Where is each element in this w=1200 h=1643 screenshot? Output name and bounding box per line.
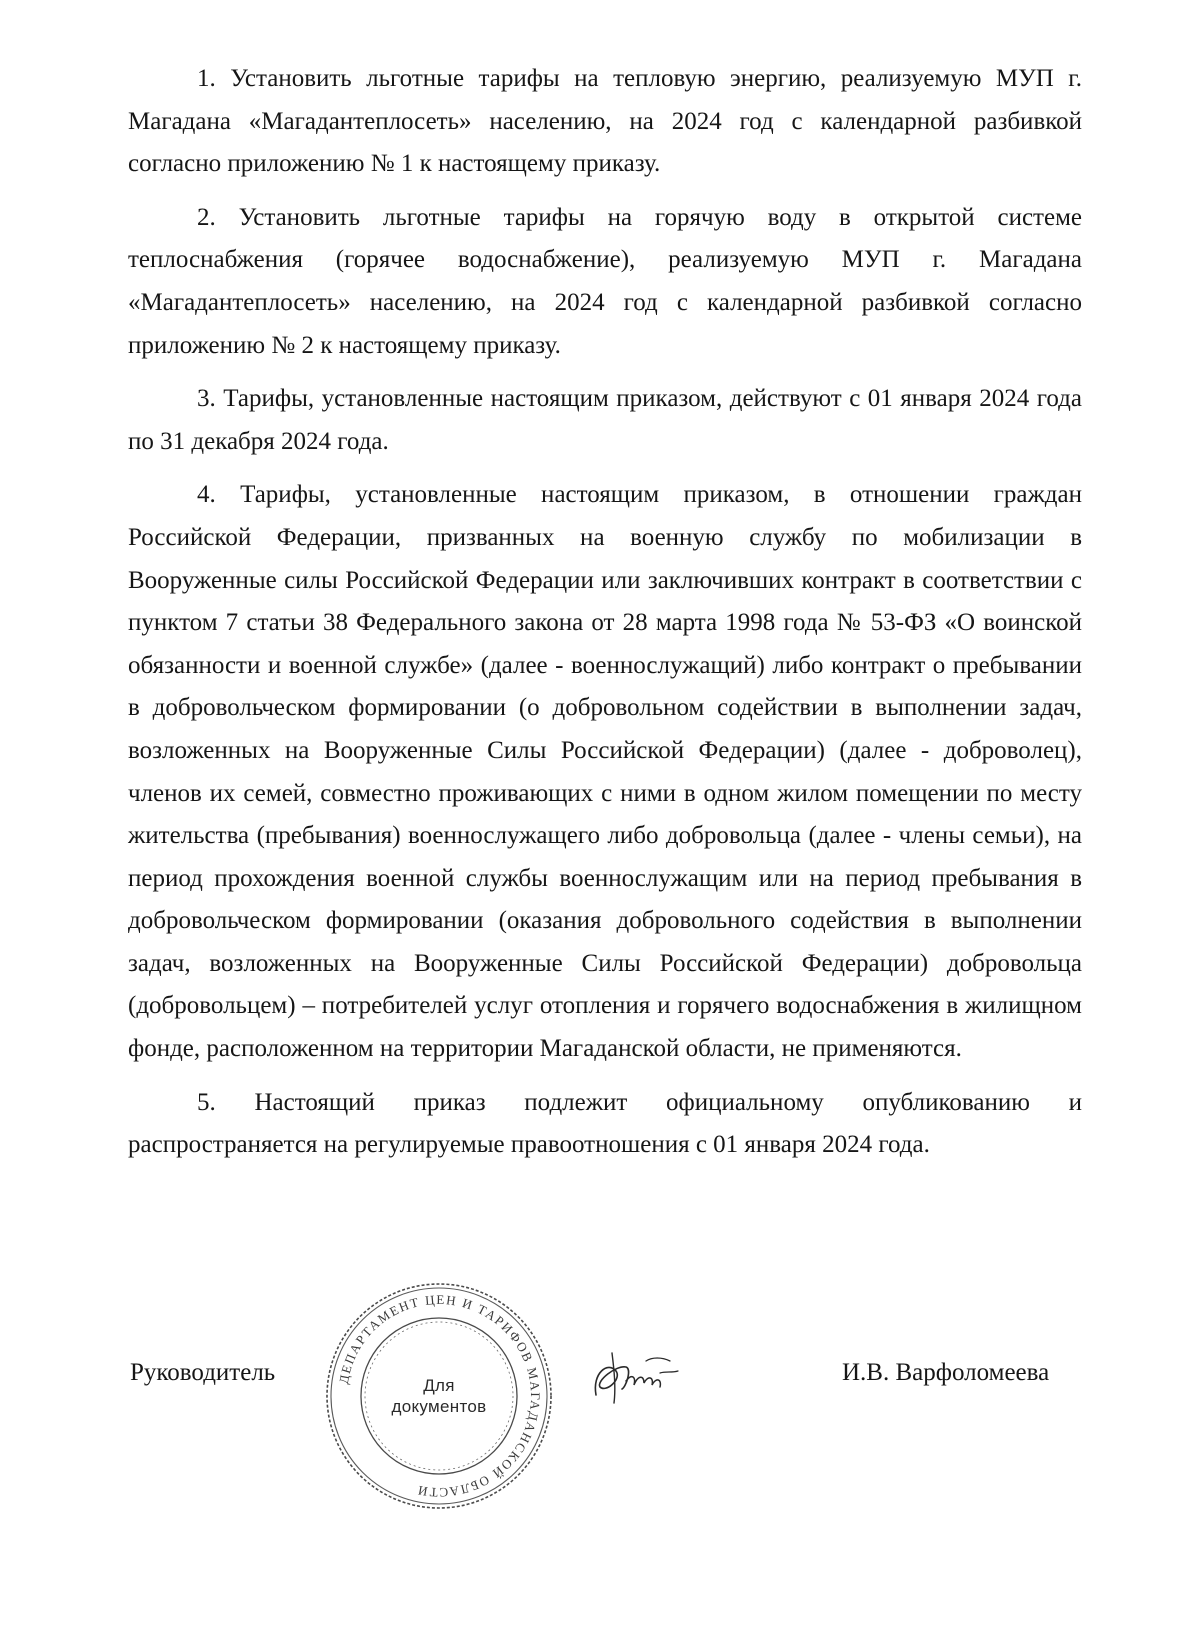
signature-icon [586, 1343, 686, 1413]
official-stamp [323, 1280, 555, 1512]
stamp-line-1: Для [423, 1376, 455, 1395]
stamp-line-2: документов [391, 1397, 487, 1416]
paragraph-2: 2. Установить льготные тарифы на горячую воду в открытой системе теплоснабжения (горячее водоснабжение), реализуемую МУП г. Магадана «Магадантеплосеть» населению, на 2024 год с календарной разбивкой согласно приложению № 2 к настоящему приказу. [128, 203, 1082, 359]
document-body [128, 58, 1082, 1167]
handwritten-signature [586, 1343, 686, 1413]
paragraph-5: 5. Настоящий приказ подлежит официальному опубликованию и распространяется на регулируемые правоотношения с 01 января 2024 года. [128, 1088, 1082, 1159]
signatory-position: Руководитель [130, 1359, 276, 1386]
paragraph-4: 4. Тарифы, установленные настоящим приказом, в отношении граждан Российской Федерации, призванных на военную службу по мобилизации в Вооруженные силы Российской Федерации или заключивших контракт в соответствии с пунктом 7 статьи 38 Федерального закона от 28 марта 1998 года № 53-ФЗ «О воинской обязанности и военной службе» (далее - военнослужащий) либо контракт о пребывании в добровольческом формировании (о добровольном содействии в выполнении задач, возложенных на Вооруженные Силы Российской Федерации) (далее - доброволец), членов их семей, совместно проживающих с ними в одном жилом помещении по месту жительства (пребывания) военнослужащего либо добровольца (далее - члены семьи), на период прохождения военной службы военнослужащим или на период пребывания в добровольческом формировании (оказания добровольного содействия в выполнении задач, возложенных на Вооруженные Силы Российской Федерации) добровольца (добровольцем) – потребителей услуг отопления и горячего водоснабжения в жилищном фонде, расположенном на территории Магаданской области, не применяются. [128, 481, 1082, 1063]
paragraph-1: 1. Установить льготные тарифы на тепловую энергию, реализуемую МУП г. Магадана «Магадантеплосеть» населению, на 2024 год с календарной разбивкой согласно приложению № 1 к настоящему приказу. [128, 65, 1082, 178]
paragraph-3: 3. Тарифы, установленные настоящим приказом, действуют с 01 января 2024 года по 31 декабря 2024 года. [128, 385, 1082, 455]
stamp-ring-text: ДЕПАРТАМЕНТ ЦЕН И ТАРИФОВ МАГАДАНСКОЙ ОБЛАСТИ [335, 1291, 544, 1501]
stamp-center-text [323, 1375, 555, 1417]
signature-block [0, 1265, 1200, 1535]
signatory-name: И.В. Варфоломеева [842, 1359, 1050, 1386]
